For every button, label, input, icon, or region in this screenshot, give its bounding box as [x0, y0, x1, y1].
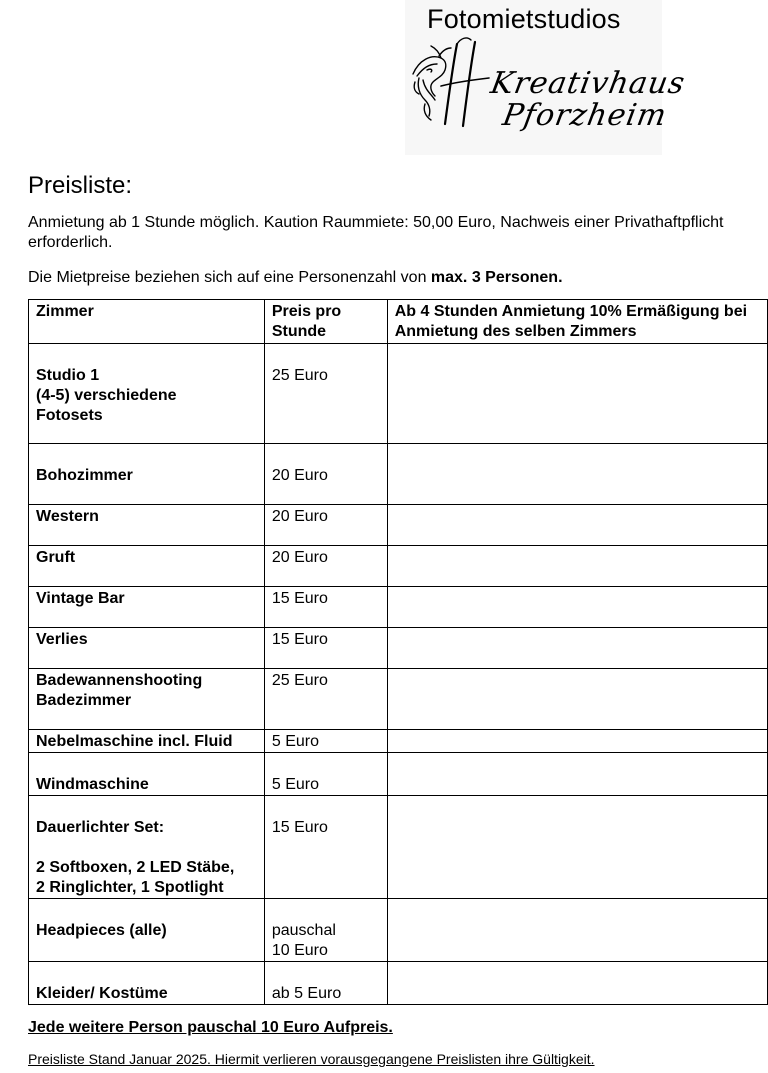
price-cell: 20 Euro: [264, 505, 387, 546]
table-row: [29, 444, 768, 505]
discount-cell: [387, 444, 767, 505]
discount-cell: [387, 344, 767, 444]
table-row: [29, 669, 768, 730]
room-cell: [29, 505, 265, 546]
room-name: Badewannenshooting Badezimmer: [36, 672, 203, 709]
discount-cell: [387, 505, 767, 546]
table-row: [29, 899, 768, 962]
room-name: Kleider/ Kostüme: [36, 985, 168, 1002]
table-row: [29, 628, 768, 669]
price-list-date-note: Preisliste Stand Januar 2025. Hiermit verlieren vorausgegangene Preislisten ihre Gültigkeit.: [28, 1051, 595, 1067]
room-name: Vintage Bar: [36, 590, 125, 607]
room-name: Verlies: [36, 631, 88, 648]
table-row: [29, 344, 768, 444]
persons-note: [28, 268, 563, 288]
price-cell: 5 Euro: [264, 753, 387, 796]
header-discount: Ab 4 Stunden Anmietung 10% Ermäßigung bei Anmietung des selben Zimmers: [387, 300, 767, 344]
price-cell: 25 Euro: [264, 669, 387, 730]
room-cell: [29, 444, 265, 505]
header-price: Preis pro Stunde: [264, 300, 387, 344]
price-cell: pauschal 10 Euro: [264, 899, 387, 962]
price-cell: 20 Euro: [264, 546, 387, 587]
price-table: [28, 299, 768, 1005]
room-name: Windmaschine: [36, 776, 149, 793]
page-title: Preisliste:: [28, 172, 133, 199]
rental-intro: Anmietung ab 1 Stunde möglich. Kaution Raummiete: 50,00 Euro, Nachweis einer Privathaftpflicht erforderlich.: [28, 214, 724, 251]
room-name: Bohozimmer: [36, 467, 133, 484]
room-name: Nebelmaschine incl. Fluid: [36, 733, 233, 750]
room-extra: 2 Softboxen, 2 LED Stäbe, 2 Ringlichter, 1 Spotlight: [36, 859, 235, 896]
room-cell: [29, 546, 265, 587]
persons-note-max: max. 3 Personen.: [430, 269, 563, 286]
price-cell: 15 Euro: [264, 796, 387, 899]
discount-cell: [387, 669, 767, 730]
price-cell: 15 Euro: [264, 628, 387, 669]
discount-cell: [387, 730, 767, 753]
header-room: Zimmer: [29, 300, 265, 344]
discount-cell: [387, 796, 767, 899]
discount-cell: [387, 899, 767, 962]
table-row: [29, 546, 768, 587]
table-row: [29, 587, 768, 628]
table-row: [29, 796, 768, 899]
persons-note-text: Die Mietpreise beziehen sich auf eine Personenzahl von: [28, 269, 431, 286]
room-name: Dauerlichter Set:: [36, 819, 165, 836]
logo-script-kreativhaus: Kreativhaus: [487, 66, 689, 101]
table-header-row: [29, 300, 768, 344]
logo-script-pforzheim: Pforzheim: [499, 98, 670, 133]
price-cell: ab 5 Euro: [264, 962, 387, 1005]
price-cell: 5 Euro: [264, 730, 387, 753]
room-name: Headpieces (alle): [36, 922, 167, 939]
logo-title: Fotomietstudios: [427, 4, 621, 34]
discount-cell: [387, 546, 767, 587]
discount-cell: [387, 628, 767, 669]
room-name: Gruft: [36, 549, 76, 566]
studio-logo: [405, 0, 689, 155]
room-name: Studio 1 (4-5) verschiedene Fotosets: [36, 367, 177, 424]
room-cell: [29, 344, 265, 444]
discount-cell: [387, 587, 767, 628]
room-cell: [29, 796, 265, 899]
table-row: [29, 962, 768, 1005]
room-cell: [29, 730, 265, 753]
price-cell: 15 Euro: [264, 587, 387, 628]
room-cell: [29, 669, 265, 730]
room-cell: [29, 587, 265, 628]
extra-person-note: Jede weitere Person pauschal 10 Euro Aufpreis.: [28, 1019, 393, 1036]
table-row: [29, 505, 768, 546]
price-cell: 25 Euro: [264, 344, 387, 444]
room-cell: [29, 899, 265, 962]
price-cell: 20 Euro: [264, 444, 387, 505]
discount-cell: [387, 753, 767, 796]
table-row: [29, 730, 768, 753]
table-row: [29, 753, 768, 796]
room-cell: [29, 753, 265, 796]
room-name: Western: [36, 508, 99, 525]
room-cell: [29, 962, 265, 1005]
room-cell: [29, 628, 265, 669]
discount-cell: [387, 962, 767, 1005]
